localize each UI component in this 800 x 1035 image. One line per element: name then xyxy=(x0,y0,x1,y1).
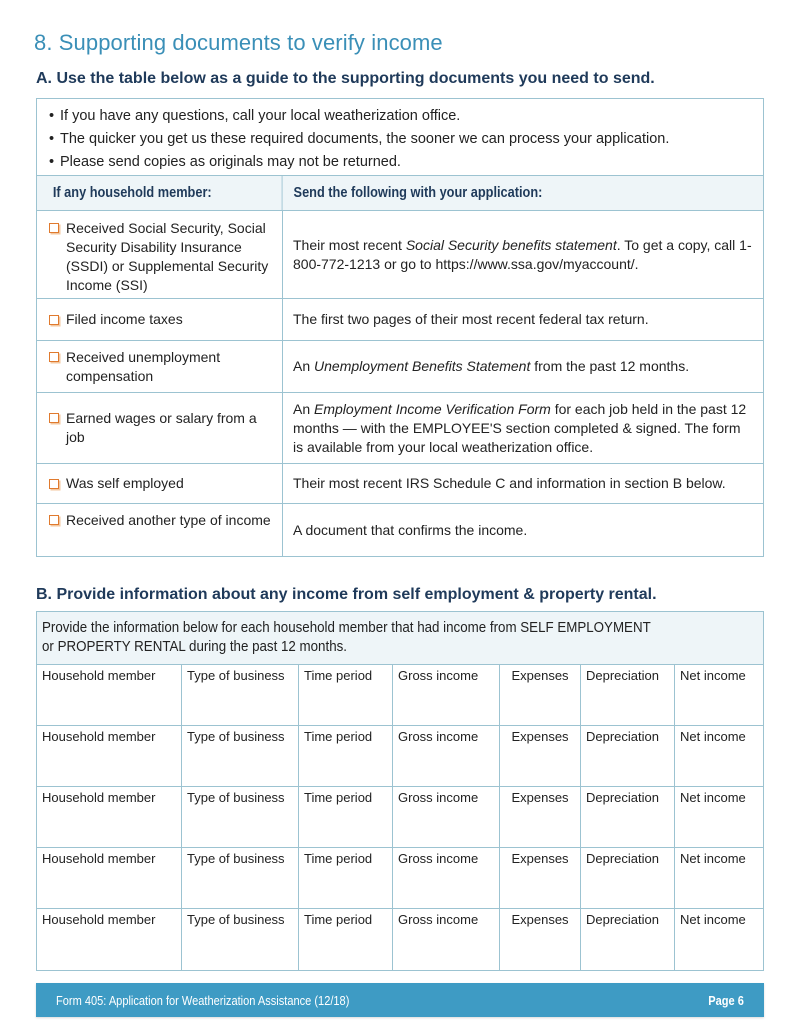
required-document: An Employment Income Verification Form for each job held in the past 12 months — with the EMPLOYEE'S section completed & signed. The form is available from your local weatherization office. xyxy=(293,400,747,455)
checkbox-social-security[interactable] xyxy=(49,223,59,233)
section-title: 8. Supporting documents to verify income xyxy=(34,30,443,55)
net-income-field[interactable]: Net income xyxy=(680,790,746,805)
time-period-field[interactable]: Time period xyxy=(299,665,393,725)
gross-income-field[interactable]: Gross income xyxy=(393,848,500,908)
type-of-business-field[interactable]: Type of business xyxy=(182,848,299,908)
table-row xyxy=(37,464,763,504)
required-document: Their most recent IRS Schedule C and information in section B below. xyxy=(293,475,726,491)
part-a-heading: A. Use the table below as a guide to the supporting documents you need to send. xyxy=(36,70,655,87)
expenses-field[interactable]: Expenses xyxy=(500,848,581,908)
condition-label: Received unemployment compensation xyxy=(66,349,221,384)
table-row xyxy=(37,787,763,848)
part-b-heading: B. Provide information about any income from self employment & property rental. xyxy=(36,586,657,603)
table-row xyxy=(37,665,763,726)
gross-income-field[interactable]: Gross income xyxy=(393,787,500,847)
table-row xyxy=(37,504,763,556)
time-period-field[interactable]: Time period xyxy=(299,726,393,786)
checkbox-self-employed[interactable] xyxy=(49,479,59,489)
gross-income-field[interactable]: Gross income xyxy=(393,665,500,725)
required-document: Their most recent Social Security benefits statement. To get a copy, call 1-800-772-1213 or go to https://www.ssa.gov/myaccount/. xyxy=(293,236,752,272)
net-income-field[interactable]: Net income xyxy=(680,729,746,744)
depreciation-field[interactable]: Depreciation xyxy=(581,787,675,847)
condition-label: Received another type of income xyxy=(66,512,271,528)
net-income-field[interactable]: Net income xyxy=(680,668,746,683)
household-member-field[interactable]: Household member xyxy=(37,726,182,786)
gross-income-field[interactable]: Gross income xyxy=(393,909,500,970)
table-row xyxy=(37,341,763,393)
table-row xyxy=(37,726,763,787)
time-period-field[interactable]: Time period xyxy=(299,787,393,847)
type-of-business-field[interactable]: Type of business xyxy=(182,665,299,725)
household-member-field[interactable]: Household member xyxy=(37,909,182,970)
condition-label: Filed income taxes xyxy=(66,311,183,327)
household-member-field[interactable]: Household member xyxy=(37,848,182,908)
expenses-field[interactable]: Expenses xyxy=(500,787,581,847)
depreciation-field[interactable]: Depreciation xyxy=(581,909,675,970)
table-row xyxy=(37,299,763,341)
household-member-field[interactable]: Household member xyxy=(37,787,182,847)
table-row xyxy=(37,848,763,909)
checkbox-wages[interactable] xyxy=(49,413,59,423)
checkbox-income-taxes[interactable] xyxy=(49,315,59,325)
instruction-item: • Please send copies as originals may not be returned. xyxy=(49,154,401,170)
depreciation-field[interactable]: Depreciation xyxy=(581,848,675,908)
table-row xyxy=(37,909,763,970)
depreciation-field[interactable]: Depreciation xyxy=(581,726,675,786)
time-period-field[interactable]: Time period xyxy=(299,848,393,908)
instruction-item: • If you have any questions, call your local weatherization office. xyxy=(49,108,461,124)
condition-label: Earned wages or salary from a job xyxy=(66,410,257,445)
table-header xyxy=(37,176,763,211)
expenses-field[interactable]: Expenses xyxy=(500,665,581,725)
type-of-business-field[interactable]: Type of business xyxy=(182,726,299,786)
instructions-list xyxy=(37,99,763,176)
table-row xyxy=(37,211,763,299)
depreciation-field[interactable]: Depreciation xyxy=(581,665,675,725)
part-b-instructions: Provide the information below for each household member that had income from SELF EMPLOYMENT or PROPERTY RENTAL during the past 12 months. xyxy=(37,612,763,665)
table-row xyxy=(37,393,763,464)
required-document: An Unemployment Benefits Statement from the past 12 months. xyxy=(293,358,690,374)
expenses-field[interactable]: Expenses xyxy=(500,909,581,970)
type-of-business-field[interactable]: Type of business xyxy=(182,909,299,970)
page-footer xyxy=(36,983,764,1017)
required-document: A document that confirms the income. xyxy=(293,521,528,538)
required-document: The first two pages of their most recent federal tax return. xyxy=(293,311,649,327)
column-header-documents: Send the following with your application: xyxy=(293,185,543,201)
form-label: Form 405: Application for Weatherization Assistance (12/18) xyxy=(56,992,350,1008)
instruction-item: • The quicker you get us these required documents, the sooner we can process your application. xyxy=(49,131,670,147)
condition-label: Was self employed xyxy=(66,475,184,491)
column-header-condition: If any household member: xyxy=(37,176,283,210)
page-number: Page 6 xyxy=(708,992,744,1008)
expenses-field[interactable]: Expenses xyxy=(500,726,581,786)
condition-label: Received Social Security, Social Security Disability Insurance (SSDI) or Supplemental Security Income (SSI) xyxy=(66,220,269,293)
net-income-field[interactable]: Net income xyxy=(680,912,746,927)
time-period-field[interactable]: Time period xyxy=(299,909,393,970)
checkbox-unemployment[interactable] xyxy=(49,352,59,362)
net-income-field[interactable]: Net income xyxy=(680,851,746,866)
self-employment-income-table xyxy=(36,611,764,971)
household-member-field[interactable]: Household member xyxy=(37,665,182,725)
type-of-business-field[interactable]: Type of business xyxy=(182,787,299,847)
gross-income-field[interactable]: Gross income xyxy=(393,726,500,786)
supporting-documents-table xyxy=(36,98,764,557)
checkbox-other-income[interactable] xyxy=(49,515,59,525)
